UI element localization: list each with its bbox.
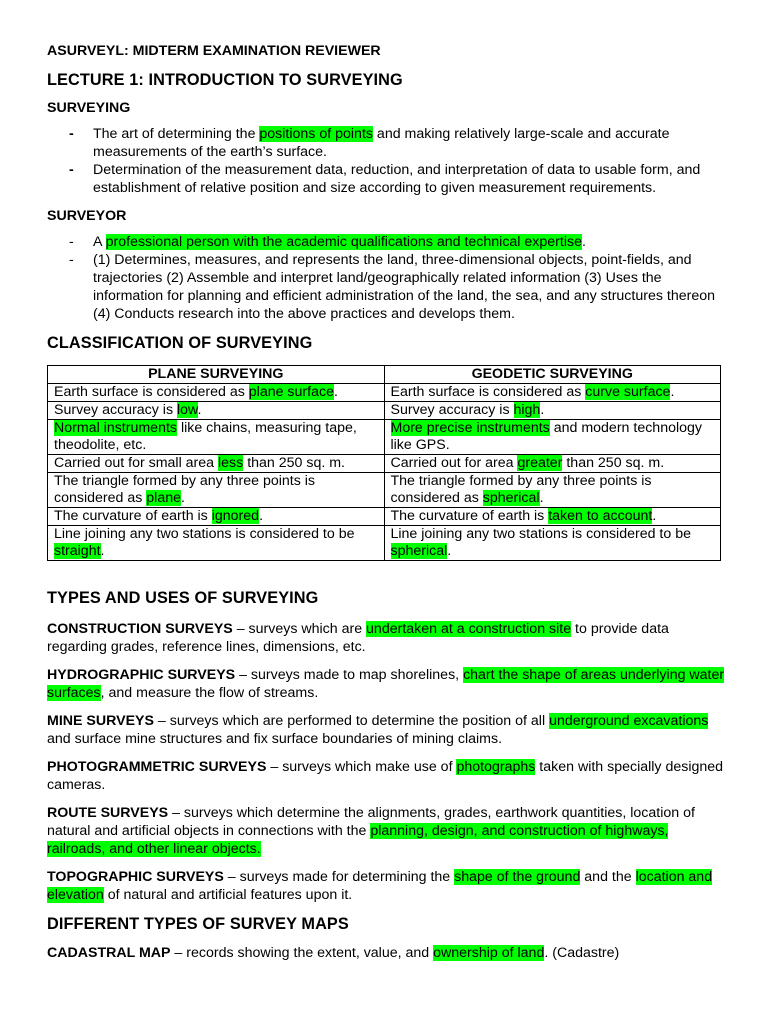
highlight: professional person with the academic qualifications and technical expertise [105, 234, 582, 250]
list-item: - (1) Determines, measures, and represents the land, three-dimensional objects, point-fields, and trajectories (2) Assemble and interpret land/geographically related information (3) Uses the information for planning and efficient administration of the land, the sea, and any structures thereon (4) Conducts research into the above practices and develops them. [69, 252, 716, 322]
table-row [48, 455, 721, 473]
table-row [48, 402, 721, 420]
topographic-surveys-entry: TOPOGRAPHIC SURVEYS – surveys made for determining the shape of the ground and the location and elevation of natural and artificial features upon it. [47, 869, 713, 903]
highlight: less [218, 455, 244, 471]
document-page [47, 42, 727, 972]
highlight: curve surface [585, 384, 671, 400]
document-title: ASURVEYL: MIDTERM EXAMINATION REVIEWER [47, 43, 381, 59]
surveyor-list [47, 233, 727, 323]
highlight: straight [54, 543, 101, 559]
highlight: plane [146, 490, 181, 506]
term: TOPOGRAPHIC SURVEYS [47, 869, 224, 885]
table-cell: The curvature of earth is taken to account. [384, 508, 721, 526]
table-cell: Line joining any two stations is considered to be straight. [48, 526, 385, 561]
term: CADASTRAL MAP [47, 945, 171, 961]
table-cell: More precise instruments and modern technology like GPS. [384, 420, 721, 455]
table-cell: Earth surface is considered as curve surface. [384, 384, 721, 402]
highlight: low [177, 402, 198, 418]
table-cell: Earth surface is considered as plane surface. [48, 384, 385, 402]
table-cell: The curvature of earth is ignored. [48, 508, 385, 526]
highlight: shape of the ground [454, 869, 581, 885]
classification-table [47, 365, 721, 561]
dash-bullet: - [69, 252, 74, 268]
table-cell: Survey accuracy is high. [384, 402, 721, 420]
term: PHOTOGRAMMETRIC SURVEYS [47, 759, 267, 775]
photogrammetric-surveys-entry: PHOTOGRAMMETRIC SURVEYS – surveys which make use of photographs taken with specially designed cameras. [47, 759, 724, 793]
table-cell: Survey accuracy is low. [48, 402, 385, 420]
highlight: greater [517, 455, 563, 471]
cadastral-map-entry: CADASTRAL MAP – records showing the extent, value, and ownership of land. (Cadastre) [47, 945, 620, 961]
table-row [48, 384, 721, 402]
dash-bullet: - [69, 126, 74, 142]
column-header-plane: PLANE SURVEYING [48, 366, 385, 384]
hydrographic-surveys-entry: HYDROGRAPHIC SURVEYS – surveys made to map shorelines, chart the shape of areas underlying water surfaces, and measure the flow of streams. [47, 667, 725, 701]
route-surveys-entry: ROUTE SURVEYS – surveys which determine the alignments, grades, earthwork quantities, location of natural and artificial objects in connections with the planning, design, and construction of highways, railroads, and other linear objects. [47, 805, 695, 857]
maps-heading: DIFFERENT TYPES OF SURVEY MAPS [47, 915, 349, 933]
term: CONSTRUCTION SURVEYS [47, 621, 233, 637]
lecture-title: LECTURE 1: INTRODUCTION TO SURVEYING [47, 71, 403, 89]
table-cell: Carried out for small area less than 250 sq. m. [48, 455, 385, 473]
table-cell: Normal instruments like chains, measuring tape, theodolite, etc. [48, 420, 385, 455]
column-header-geodetic: GEODETIC SURVEYING [384, 366, 721, 384]
highlight: photographs [456, 759, 536, 775]
mine-surveys-entry: MINE SURVEYS – surveys which are performed to determine the position of all underground excavations and surface mine structures and fix surface boundaries of mining claims. [47, 713, 709, 747]
highlight: positions of points [259, 126, 373, 142]
list-item: - A professional person with the academic qualifications and technical expertise. [69, 234, 586, 250]
types-heading: TYPES AND USES OF SURVEYING [47, 589, 319, 607]
table-row [48, 473, 721, 508]
highlight: ownership of land [433, 945, 545, 961]
term: ROUTE SURVEYS [47, 805, 169, 821]
highlight: Normal instruments [54, 420, 177, 436]
dash-bullet: - [69, 234, 74, 250]
highlight: underground excavations [549, 713, 709, 729]
surveying-list [47, 125, 727, 197]
highlight: plane surface [248, 384, 334, 400]
highlight: high [513, 402, 541, 418]
highlight: chart the shape of areas underlying water surfaces [47, 667, 725, 701]
highlight: More precise instruments [390, 420, 550, 436]
highlight: undertaken at a construction site [366, 621, 572, 637]
surveyor-heading: SURVEYOR [47, 208, 127, 224]
surveying-heading: SURVEYING [47, 100, 131, 116]
table-row [48, 508, 721, 526]
highlight: spherical [482, 490, 540, 506]
term: MINE SURVEYS [47, 713, 154, 729]
highlight: location and elevation [47, 869, 713, 903]
highlight: taken to account [548, 508, 653, 524]
table-cell: The triangle formed by any three points is considered as spherical. [384, 473, 721, 508]
table-cell: The triangle formed by any three points is considered as plane. [48, 473, 385, 508]
construction-surveys-entry: CONSTRUCTION SURVEYS – surveys which are undertaken at a construction site to provide data regarding grades, reference lines, dimensions, etc. [47, 621, 669, 655]
highlight: spherical [390, 543, 448, 559]
term: HYDROGRAPHIC SURVEYS [47, 667, 236, 683]
list-item: - The art of determining the positions of points and making relatively large-scale and accurate measurements of the earth’s surface. [69, 126, 670, 160]
list-item: - Determination of the measurement data, reduction, and interpretation of data to usable form, and establishment of relative position and size according to given measurement requirements. [69, 162, 701, 196]
table-row [48, 420, 721, 455]
highlight: planning, design, and construction of highways, railroads, and other linear objects. [47, 823, 669, 857]
classification-heading: CLASSIFICATION OF SURVEYING [47, 334, 313, 352]
table-row [48, 526, 721, 561]
highlight: ignored [211, 508, 260, 524]
table-cell: Line joining any two stations is considered to be spherical. [384, 526, 721, 561]
table-header-row [48, 366, 721, 384]
dash-bullet: - [69, 162, 74, 178]
table-cell: Carried out for area greater than 250 sq. m. [384, 455, 721, 473]
